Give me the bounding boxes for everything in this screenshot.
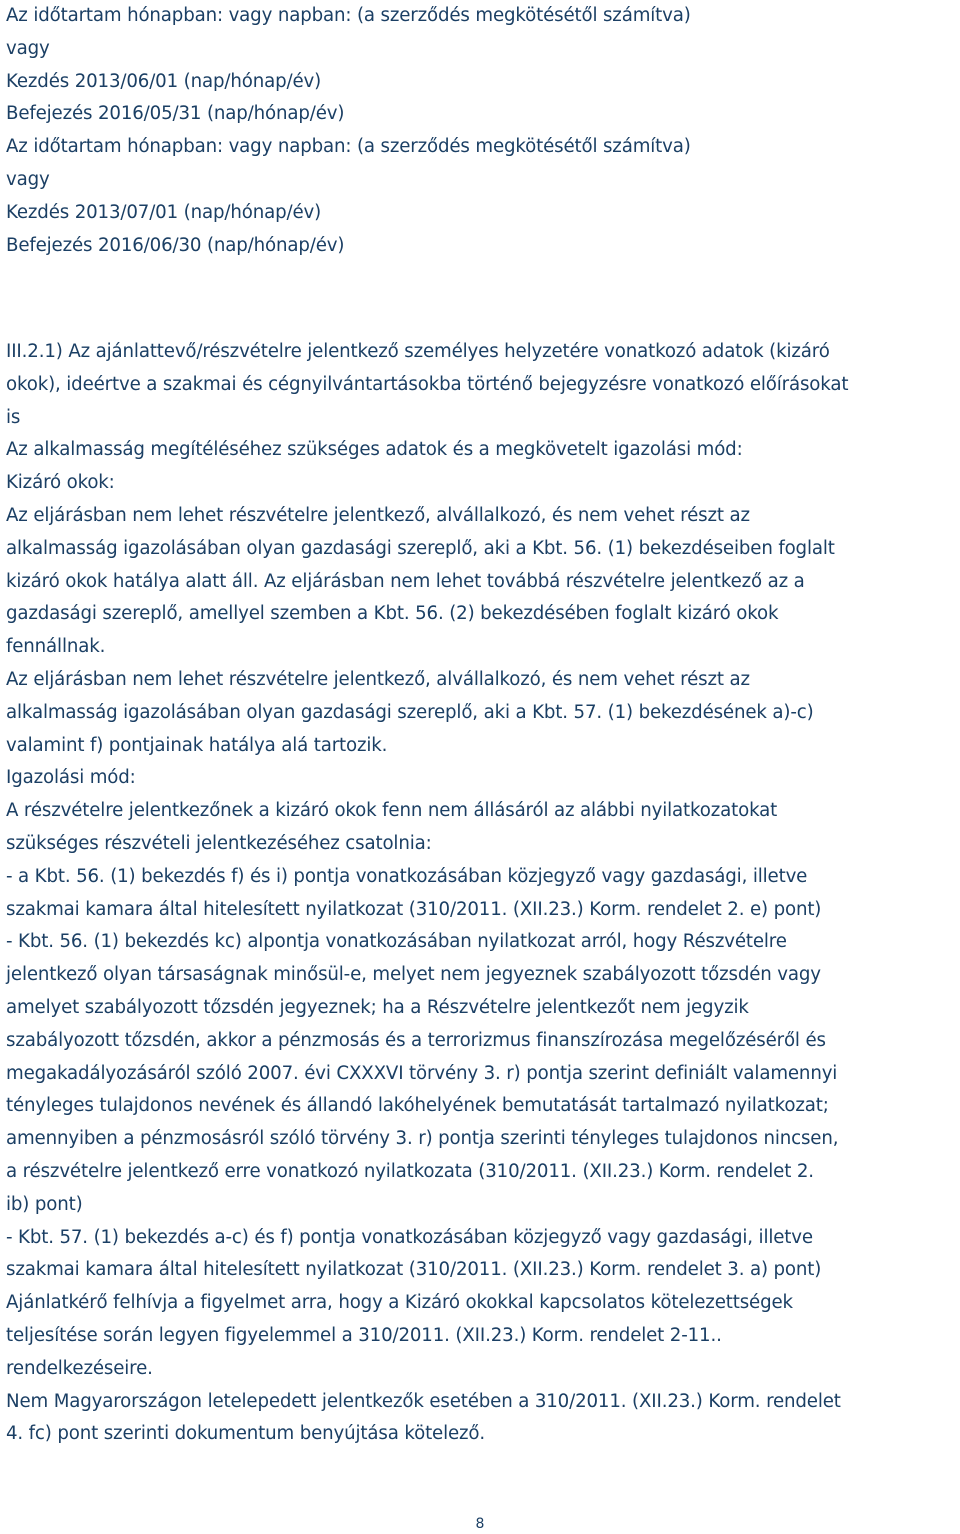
body-line: alkalmasság igazolásában olyan gazdasági szereplő, aki a Kbt. 56. (1) bekezdéseiben foglalt [6, 537, 835, 559]
body-line: teljesítése során legyen figyelemmel a 310/2011. (XII.23.) Korm. rendelet 2-11.. [6, 1324, 722, 1346]
body-line: Nem Magyarországon letelepedett jelentkezők esetében a 310/2011. (XII.23.) Korm. rendelet [6, 1390, 841, 1412]
period-line: vagy [6, 37, 50, 59]
heading-line: III.2.1) Az ajánlattevő/részvételre jelentkező személyes helyzetére vonatkozó adatok (kizáró [6, 341, 830, 362]
body-line: valamint f) pontjainak hatálya alá tartozik. [6, 734, 388, 756]
body-line: amelyet szabályozott tőzsdén jegyeznek; ha a Részvételre jelentkezőt nem jegyzik [6, 996, 749, 1018]
period-line: Az időtartam hónapban: vagy napban: (a szerződés megkötésétől számítva) [6, 5, 691, 26]
body-line: a részvételre jelentkező erre vonatkozó nyilatkozata (310/2011. (XII.23.) Korm. rendelet 2. [6, 1160, 814, 1182]
body-line: - a Kbt. 56. (1) bekezdés f) és i) pontja vonatkozásában közjegyző vagy gazdasági, illetve [6, 865, 808, 887]
body-line: ib) pont) [6, 1193, 83, 1215]
body-line: 4. fc) pont szerinti dokumentum benyújtása kötelező. [6, 1423, 486, 1445]
body-line: szakmai kamara által hitelesített nyilatkozat (310/2011. (XII.23.) Korm. rendelet 2. e) pont) [6, 898, 822, 920]
body-line: Ajánlatkérő felhívja a figyelmet arra, hogy a Kizáró okokkal kapcsolatos kötelezettségek [6, 1292, 793, 1314]
period-line: Az időtartam hónapban: vagy napban: (a szerződés megkötésétől számítva) [6, 136, 691, 158]
body-line: megakadályozásáról szóló 2007. évi CXXXVI törvény 3. r) pontja szerint definiált valamennyi [6, 1062, 838, 1084]
body-line: fennállnak. [6, 636, 106, 658]
body-line: - Kbt. 56. (1) bekezdés kc) alpontja vonatkozásában nyilatkozat arról, hogy Részvételre [6, 931, 787, 953]
body-line: rendelkezéseire. [6, 1357, 153, 1379]
period-line: Kezdés 2013/06/01 (nap/hónap/év) [6, 70, 322, 92]
body-line: amennyiben a pénzmosásról szóló törvény 3. r) pontja szerinti tényleges tulajdonos nincsen, [6, 1128, 839, 1150]
body-line: Az alkalmasság megítéléséhez szükséges adatok és a megkövetelt igazolási mód: [6, 439, 743, 461]
period-line: vagy [6, 168, 50, 190]
page-number: 8 [475, 1516, 485, 1532]
body-line: szakmai kamara által hitelesített nyilatkozat (310/2011. (XII.23.) Korm. rendelet 3. a) pont) [6, 1259, 822, 1281]
section-iii-2-1 [6, 336, 848, 1451]
section-heading [6, 336, 848, 434]
body-line: szükséges részvételi jelentkezéséhez csatolnia: [6, 832, 432, 854]
body-line: kizáró okok hatálya alatt áll. Az eljárásban nem lehet továbbá részvételre jelentkező az a [6, 570, 805, 592]
body-line: A részvételre jelentkezőnek a kizáró okok fenn nem állásáról az alábbi nyilatkozatokat [6, 800, 778, 822]
body-line: tényleges tulajdonos nevének és állandó lakóhelyének bemutatását tartalmazó nyilatkozat; [6, 1095, 829, 1117]
body-line: gazdasági szereplő, amellyel szemben a Kbt. 56. (2) bekezdésében foglalt kizáró okok [6, 603, 779, 625]
period-line: Kezdés 2013/07/01 (nap/hónap/év) [6, 201, 322, 223]
period-line: Befejezés 2016/06/30 (nap/hónap/év) [6, 234, 345, 256]
body-line: Igazolási mód: [6, 767, 136, 789]
period-line: Befejezés 2016/05/31 (nap/hónap/év) [6, 103, 345, 125]
body-line: jelentkező olyan társaságnak minősül-e, melyet nem jegyeznek szabályozott tőzsdén vagy [6, 964, 821, 986]
heading-line: okok), ideértve a szakmai és cégnyilvántartásokba történő bejegyzésre vonatkozó előírásokat [6, 373, 849, 395]
section-body [6, 434, 848, 1451]
body-line: Az eljárásban nem lehet részvételre jelentkező, alvállalkozó, és nem vehet részt az [6, 504, 750, 526]
contract-period-block [6, 0, 691, 262]
heading-line: is [6, 406, 21, 428]
body-line: - Kbt. 57. (1) bekezdés a-c) és f) pontja vonatkozásában közjegyző vagy gazdasági, illetve [6, 1226, 813, 1248]
body-line: alkalmasság igazolásában olyan gazdasági szereplő, aki a Kbt. 57. (1) bekezdésének a)-c) [6, 701, 814, 723]
body-line: Az eljárásban nem lehet részvételre jelentkező, alvállalkozó, és nem vehet részt az [6, 668, 750, 690]
body-line: szabályozott tőzsdén, akkor a pénzmosás és a terrorizmus finanszírozása megelőzéséről és [6, 1029, 826, 1051]
body-line: Kizáró okok: [6, 472, 115, 494]
